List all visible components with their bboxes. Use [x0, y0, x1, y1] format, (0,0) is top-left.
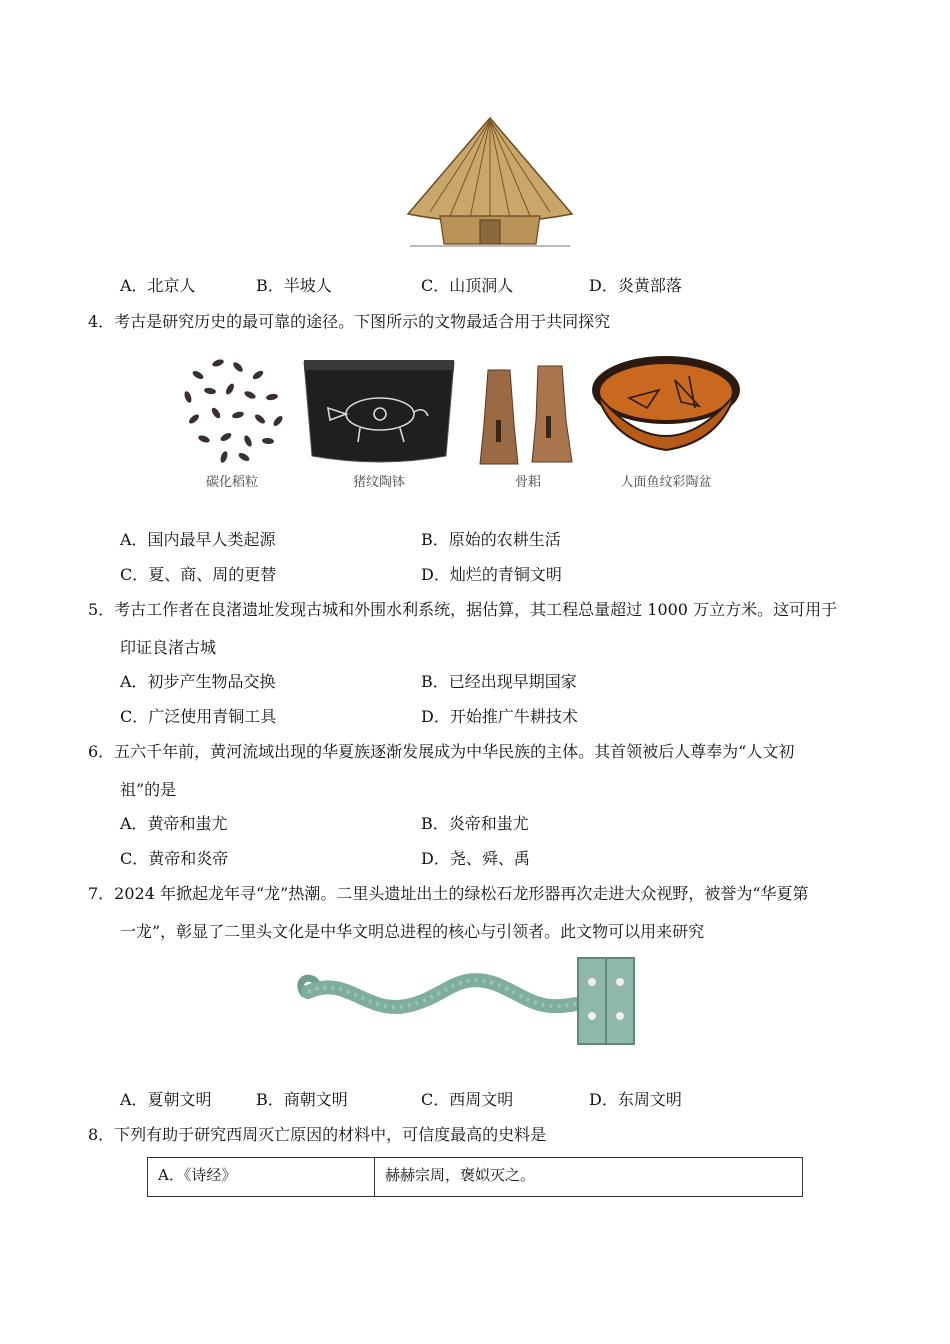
q3-option-d[interactable]: D．炎黄部落: [589, 276, 682, 295]
q5-option-d[interactable]: D．开始推广牛耕技术: [421, 707, 578, 726]
thatched-hut-image: [400, 112, 580, 252]
bone-spade-image: [474, 364, 582, 468]
caption-pig-pottery: 猪纹陶钵: [352, 475, 405, 490]
turquoise-dragon-image: [286, 954, 644, 1050]
q4-option-d[interactable]: D．灿烂的青铜文明: [421, 565, 562, 584]
q8-option-a-text: 赫赫宗周，褒姒灭之。: [375, 1158, 803, 1197]
q6-option-c[interactable]: C．黄帝和炎帝: [120, 849, 229, 868]
q4-option-b[interactable]: B．原始的农耕生活: [421, 530, 561, 549]
q8-option-a-label[interactable]: A．《诗经》: [148, 1158, 375, 1197]
q5-stem-line1: 5．考古工作者在良渚遗址发现古城和外围水利系统，据估算，其工程总量超过 1000 万立方米。这可用于: [88, 600, 838, 619]
q8-source-table: [147, 1157, 803, 1197]
q6-option-d[interactable]: D．尧、舜、禹: [421, 849, 530, 868]
carbonized-rice-image: [168, 345, 296, 467]
q6-stem-line1: 6．五六千年前，黄河流域出现的华夏族逐渐发展成为中华民族的主体。其首领被后人尊奉为“人文初: [88, 742, 795, 761]
q4-stem: 4．考古是研究历史的最可靠的途径。下图所示的文物最适合用于共同探究: [88, 312, 611, 331]
caption-rice: 碳化稻粒: [205, 475, 258, 490]
q7-stem-line1: 7．2024 年掀起龙年寻“龙”热潮。二里头遗址出土的绿松石龙形器再次走进大众视野，被誉为“华夏第: [88, 884, 809, 903]
pig-pottery-image: [300, 356, 458, 466]
q5-option-b[interactable]: B．已经出现早期国家: [421, 672, 577, 691]
q6-stem-line2: 祖”的是: [120, 780, 177, 799]
table-row[interactable]: [148, 1158, 803, 1197]
q4-option-a[interactable]: A．国内最早人类起源: [120, 530, 276, 549]
q5-option-a[interactable]: A．初步产生物品交换: [120, 672, 276, 691]
caption-bone-spade: 骨耜: [514, 475, 541, 490]
q4-option-c[interactable]: C．夏、商、周的更替: [120, 565, 277, 584]
q7-option-d[interactable]: D．东周文明: [589, 1090, 682, 1109]
q3-option-a[interactable]: A．北京人: [120, 276, 196, 295]
q7-option-b[interactable]: B．商朝文明: [256, 1090, 348, 1109]
q3-option-b[interactable]: B．半坡人: [256, 276, 332, 295]
q7-stem-line2: 一龙”，彰显了二里头文化是中华文明总进程的核心与引领者。此文物可以用来研究: [120, 922, 705, 941]
q6-option-a[interactable]: A．黄帝和蚩尤: [120, 814, 228, 833]
q6-option-b[interactable]: B．炎帝和蚩尤: [421, 814, 529, 833]
q5-stem-line2: 印证良渚古城: [120, 638, 217, 657]
q8-stem: 8．下列有助于研究西周灭亡原因的材料中，可信度最高的史料是: [88, 1125, 547, 1144]
q7-option-c[interactable]: C．西周文明: [421, 1090, 514, 1109]
q5-option-c[interactable]: C．广泛使用青铜工具: [120, 707, 277, 726]
fish-basin-image: [589, 350, 743, 470]
q7-option-a[interactable]: A．夏朝文明: [120, 1090, 212, 1109]
caption-fish-basin: 人面鱼纹彩陶盆: [620, 475, 712, 490]
q3-option-c[interactable]: C．山顶洞人: [421, 276, 514, 295]
